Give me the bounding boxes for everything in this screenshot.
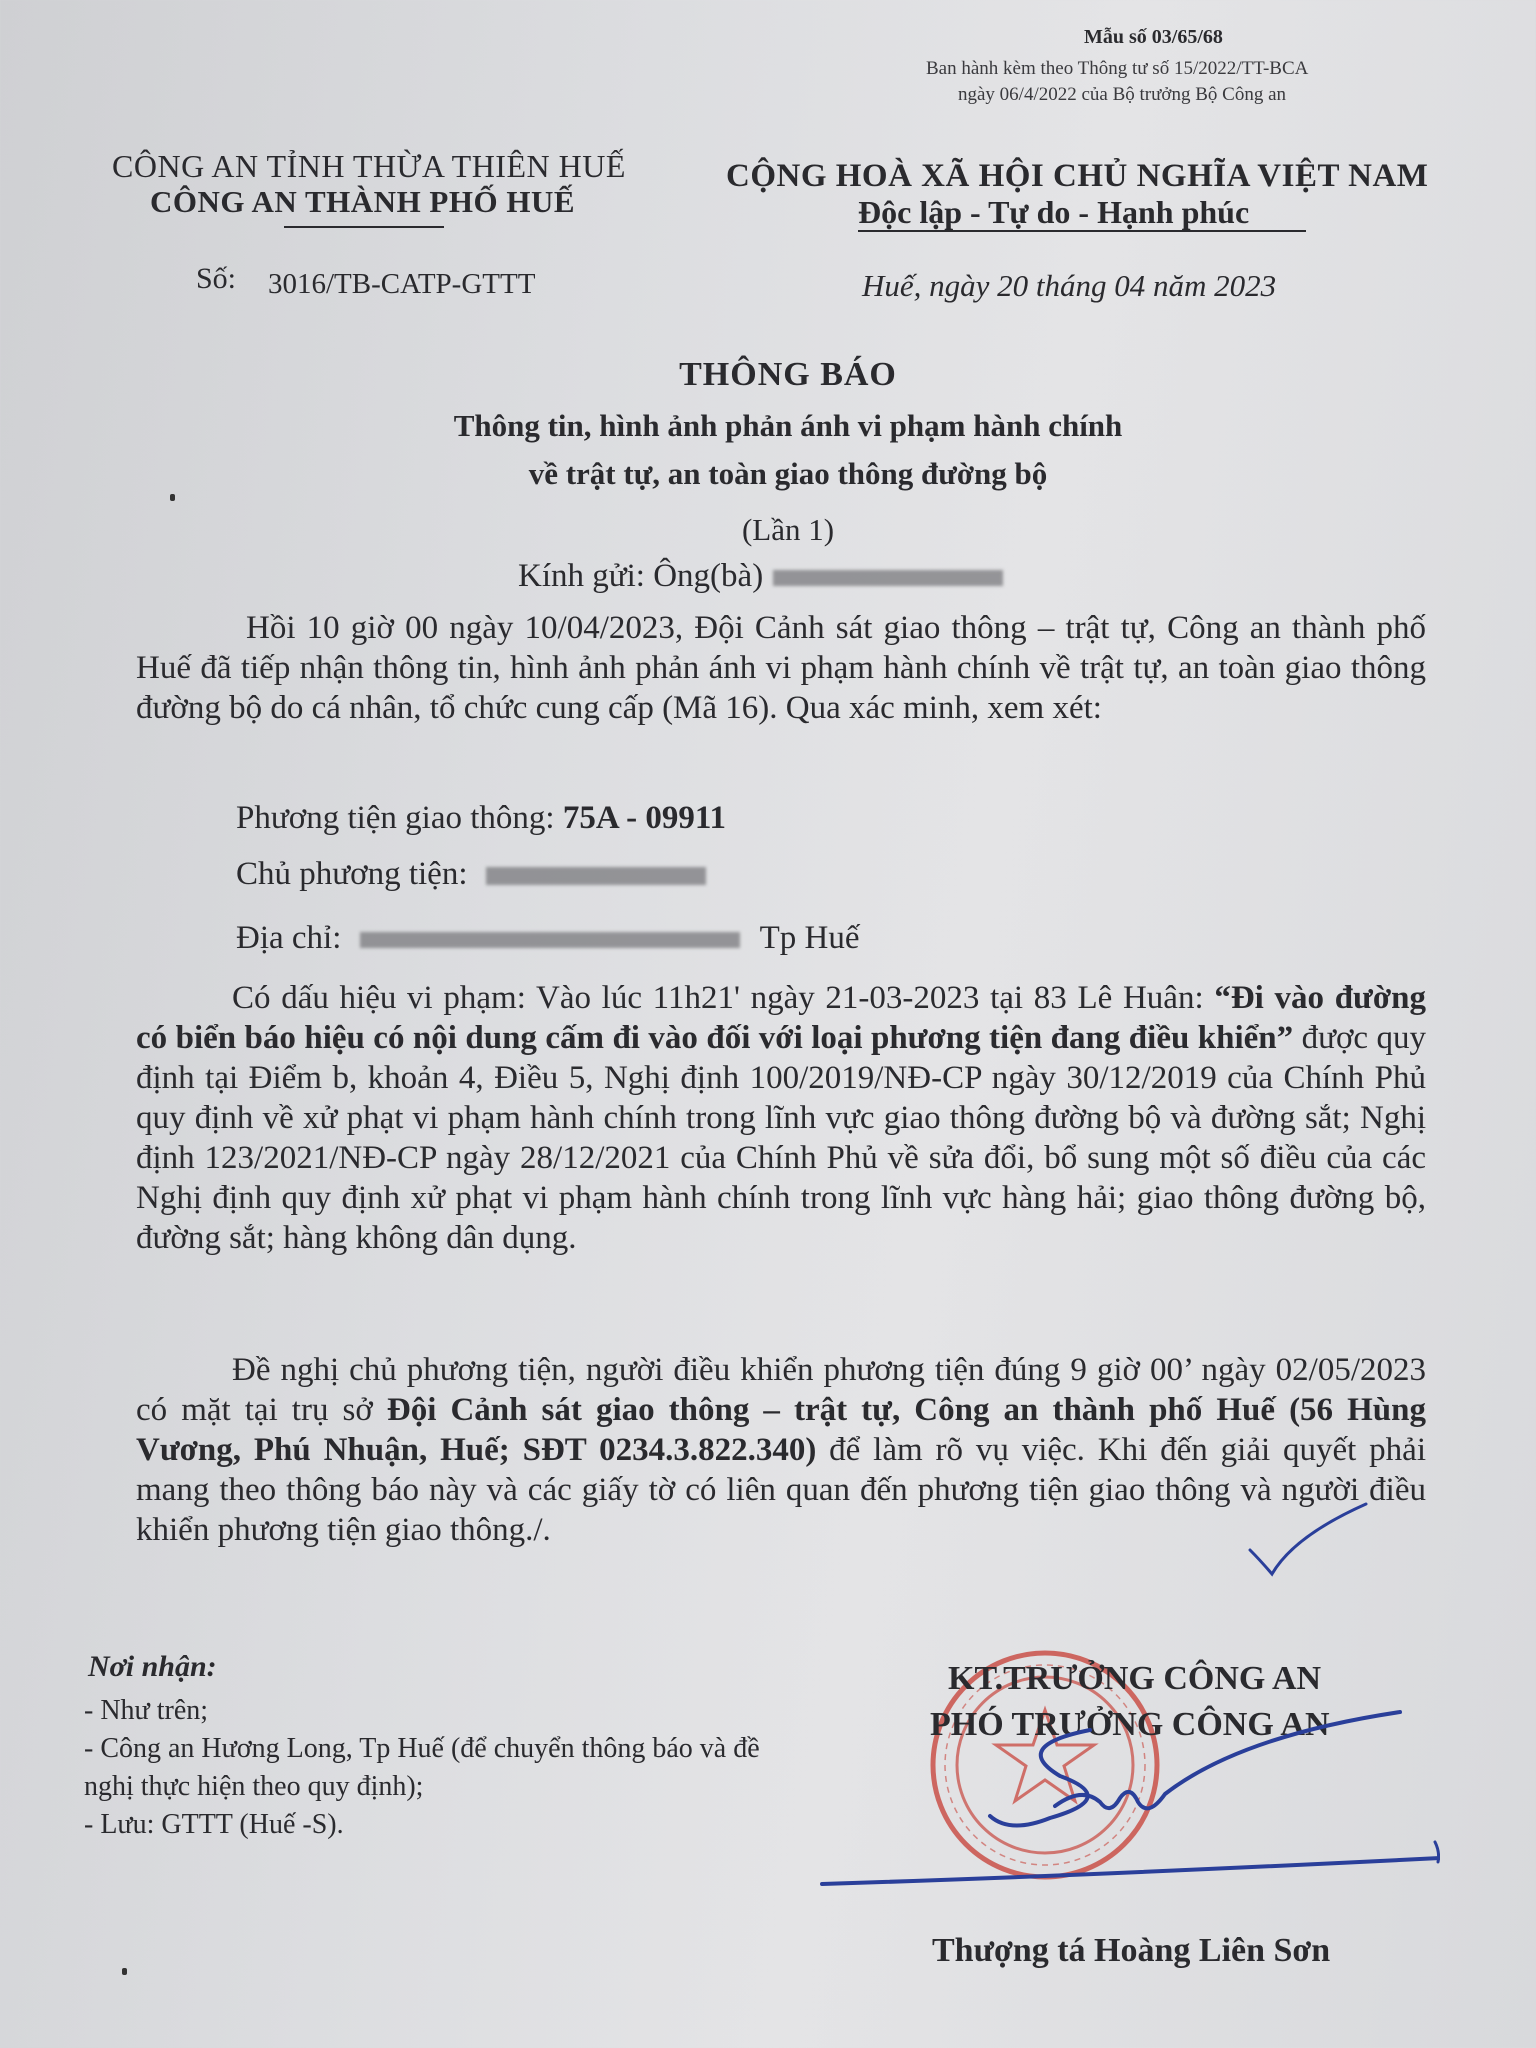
request-prefix: Đề nghị chủ phương tiện, người điều khiển phương tiện đúng 9 giờ 00’ ngày 02/05/2023 có mặt tại trụ sở: [136, 1352, 1426, 1428]
recipients-list: [84, 1692, 804, 1844]
violation-legal-basis: được quy định tại Điểm b, khoản 4, Điều 5, Nghị định 100/2019/NĐ-CP ngày 30/12/2019 của Chính Phủ quy định về xử phạt vi phạm hành chính trong lĩnh vực giao thông đường bộ và đường sắt; Nghị định 123/2021/NĐ-CP ngày 28/12/2021 của Chính Phủ về sửa đổi, bổ sung một số điều của các Nghị định quy định xử phạt vi phạm hành chính trong lĩnh vực hàng hải; giao thông đường bộ, đường sắt; hàng không dân dụng.: [136, 1020, 1427, 1256]
org-underline: [284, 226, 444, 228]
address-label: Địa chỉ:: [236, 920, 350, 956]
recipient-item: - Như trên;: [84, 1695, 209, 1726]
violation-paragraph: [136, 978, 1426, 1258]
signer-title-1: KT.TRƯỞNG CÔNG AN: [948, 1660, 1322, 1697]
place-date: Huế, ngày 20 tháng 04 năm 2023: [862, 268, 1277, 303]
request-paragraph: [136, 1350, 1426, 1550]
request-location: Đội Cảnh sát giao thông – trật tự, Công an thành phố Huế (56 Hùng Vương, Phú Nhuận, Huế; SĐT 0234.3.822.340): [136, 1392, 1426, 1468]
violation-prefix: Có dấu hiệu vi phạm: Vào lúc 11h21' ngày 21-03-2023 tại 83 Lê Huân:: [232, 980, 1215, 1016]
greeting-text: Kính gửi: Ông(bà): [518, 558, 764, 594]
paper-speck: [122, 1968, 127, 1975]
handwritten-signature: [820, 1706, 1440, 1906]
intro-paragraph: Hồi 10 giờ 00 ngày 10/04/2023, Đội Cảnh sát giao thông – trật tự, Công an thành phố Huế đã tiếp nhận thông tin, hình ảnh phản ánh vi phạm hành chính về trật tự, an toàn giao thông đường bộ do cá nhân, tổ chức cung cấp (Mã 16). Qua xác minh, xem xét:: [136, 610, 1426, 726]
greeting: [518, 558, 1003, 595]
owner-label: Chủ phương tiện:: [236, 856, 476, 892]
signer-name: Thượng tá Hoàng Liên Sơn: [932, 1932, 1331, 1969]
owner-field: [236, 856, 706, 893]
vehicle-plate: 75A - 09911: [562, 800, 727, 836]
recipients-title: Nơi nhận:: [88, 1650, 217, 1683]
doc-subtitle-2: về trật tự, an toàn giao thông đường bộ: [528, 456, 1048, 491]
request-rest: để làm rõ vụ việc. Khi đến giải quyết phải mang theo thông báo này và các giấy tờ có liên quan đến phương tiện giao thông và người điều khiển phương tiện giao thông./.: [136, 1432, 1426, 1548]
form-number: Mẫu số 03/65/68: [1084, 26, 1223, 48]
form-issued-line-1: Ban hành kèm theo Thông tư số 15/2022/TT-BCA: [926, 58, 1309, 79]
redacted-name: [773, 570, 1003, 586]
paper-speck: [170, 494, 175, 501]
checkmark-mark: [1236, 1488, 1376, 1588]
vehicle-field: [236, 800, 726, 837]
attempt-number: (Lần 1): [741, 512, 835, 547]
redacted-owner: [486, 867, 706, 885]
address-field: [236, 920, 860, 957]
doc-number: 3016/TB-CATP-GTTT: [268, 268, 536, 300]
nation-title: CỘNG HOÀ XÃ HỘI CHỦ NGHĨA VIỆT NAM: [726, 158, 1429, 194]
motto-underline: [858, 230, 1306, 232]
org-parent: CÔNG AN TỈNH THỪA THIÊN HUẾ: [112, 148, 626, 184]
org-name: CÔNG AN THÀNH PHỐ HUẾ: [150, 184, 576, 219]
doc-title: THÔNG BÁO: [679, 356, 897, 393]
signer-title-2: PHÓ TRƯỞNG CÔNG AN: [930, 1706, 1330, 1743]
violation-description: “Đi vào đường có biển báo hiệu có nội dung cấm đi vào đối với loại phương tiện đang điều khiển”: [136, 980, 1426, 1056]
nation-motto: Độc lập - Tự do - Hạnh phúc: [858, 194, 1250, 230]
redacted-address: [360, 932, 740, 948]
doc-number-label: Số:: [196, 262, 237, 295]
recipient-item: - Lưu: GTTT (Huế -S).: [84, 1809, 344, 1840]
recipient-item: - Công an Hương Long, Tp Huế (để chuyển thông báo và đề nghị thực hiện theo quy định);: [84, 1733, 760, 1802]
vehicle-label: Phương tiện giao thông:: [236, 800, 563, 836]
address-city: Tp Huế: [759, 920, 860, 956]
form-issued-line-2: ngày 06/4/2022 của Bộ trưởng Bộ Công an: [958, 84, 1287, 105]
doc-subtitle-1: Thông tin, hình ảnh phản ánh vi phạm hành chính: [453, 408, 1123, 443]
